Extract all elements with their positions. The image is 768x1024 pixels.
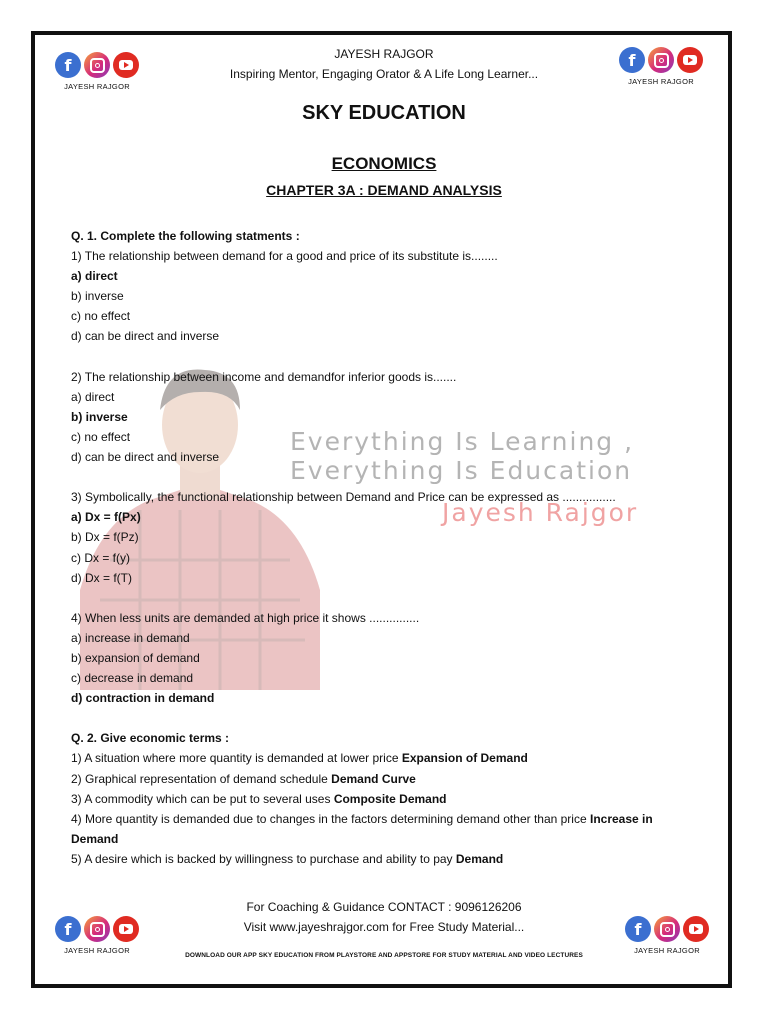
social-caption: JAYESH RAJGOR [628, 77, 694, 86]
q2-item-text: 4) More quantity is demanded due to changes in the factors determining demand other than price [71, 811, 590, 826]
q1-item-3-option: a) Dx = f(Px) [71, 510, 141, 525]
instagram-icon[interactable] [84, 916, 110, 942]
q2-item-text: 3) A commodity which can be put to several uses [71, 791, 334, 806]
q2-item [71, 748, 701, 768]
q1-item-1-option: d) can be direct and inverse [71, 329, 220, 344]
q1-item-4-option: c) decrease in demand [71, 671, 194, 686]
q2-item-answer: Increase in [589, 811, 653, 826]
q1-item-3-option: c) Dx = f(y) [71, 550, 130, 565]
q1-item-3-option: b) Dx = f(Pz) [71, 530, 139, 545]
facebook-icon[interactable]: f [55, 52, 81, 78]
header-tagline: Inspiring Mentor, Engaging Orator & A Life Long Learner... [229, 67, 539, 81]
q1-item-4-question: 4) When less units are demanded at high price it shows ............... [71, 610, 420, 625]
facebook-icon[interactable]: f [625, 916, 651, 942]
footer-website-link[interactable]: Visit www.jayeshrajgor.com for Free Study Material... [243, 920, 525, 934]
youtube-icon[interactable] [113, 916, 139, 942]
q2-item [71, 849, 701, 869]
q2-item-answer: Demand [455, 851, 504, 866]
q1-item-3-option: d) Dx = f(T) [71, 570, 133, 585]
q1-item-2-option: c) no effect [71, 429, 131, 444]
watermark-line-1: Everything Is Learning , [290, 427, 635, 456]
youtube-icon[interactable] [683, 916, 709, 942]
q1-item-2-option: a) direct [71, 389, 115, 404]
header-name: JAYESH RAJGOR [334, 47, 434, 61]
q1-item-1-option: a) direct [71, 269, 118, 284]
q1-item-1-option: c) no effect [71, 309, 131, 324]
q1-item-2-option: d) can be direct and inverse [71, 450, 220, 465]
worksheet-content [71, 226, 701, 869]
q2-item-answer: Demand Curve [331, 771, 416, 786]
social-caption: JAYESH RAJGOR [64, 82, 130, 91]
subject-title: ECONOMICS [331, 154, 437, 173]
q1-item-4-option: d) contraction in demand [71, 691, 215, 706]
q1-item-4-option: b) expansion of demand [71, 650, 200, 665]
q2-item-text: 5) A desire which is backed by willingness to purchase and ability to pay [71, 851, 456, 866]
q2-item-answer: Expansion of Demand [401, 751, 528, 766]
social-links-bottom-right [622, 916, 712, 955]
q2-item-text: 2) Graphical representation of demand schedule [71, 771, 332, 786]
q1-title: Q. 1. Complete the following statments : [71, 229, 300, 243]
q1-item-4-option: a) increase in demand [71, 630, 190, 645]
q1-item-3-question: 3) Symbolically, the functional relationship between Demand and Price can be expressed as ................ [71, 490, 616, 505]
q2-item-answer: Composite Demand [333, 791, 447, 806]
social-links-bottom-left [52, 916, 142, 955]
facebook-icon[interactable]: f [619, 47, 645, 73]
q2-item-answer-cont: Demand [71, 831, 119, 846]
q2-title: Q. 2. Give economic terms : [71, 731, 230, 746]
watermark-name: Jayesh Rajgor [442, 498, 639, 527]
brand-title: SKY EDUCATION [302, 102, 466, 124]
chapter-title: CHAPTER 3A : DEMAND ANALYSIS [266, 182, 502, 198]
instagram-icon[interactable] [654, 916, 680, 942]
q1-item-2-question: 2) The relationship between income and demandfor inferior goods is....... [71, 369, 457, 384]
q1-item-2-option: b) inverse [71, 409, 128, 424]
watermark-line-2: Everything Is Education [290, 456, 633, 485]
q2-item [71, 769, 701, 789]
q2-item [71, 789, 701, 809]
q2-item-text: 1) A situation where more quantity is demanded at lower price [71, 751, 402, 766]
social-caption: JAYESH RAJGOR [634, 946, 700, 955]
social-caption: JAYESH RAJGOR [64, 946, 130, 955]
facebook-icon[interactable]: f [55, 916, 81, 942]
footer-download-note: DOWNLOAD OUR APP SKY EDUCATION FROM PLAYSTORE AND APPSTORE FOR STUDY MATERIAL AND VIDEO LECTURES [185, 952, 583, 959]
q1-item-1-question: 1) The relationship between demand for a good and price of its substitute is........ [71, 249, 498, 264]
q1-item-1-option: b) inverse [71, 289, 124, 304]
q2-item [71, 809, 701, 829]
footer-contact: For Coaching & Guidance CONTACT : 9096126206 [246, 900, 522, 914]
